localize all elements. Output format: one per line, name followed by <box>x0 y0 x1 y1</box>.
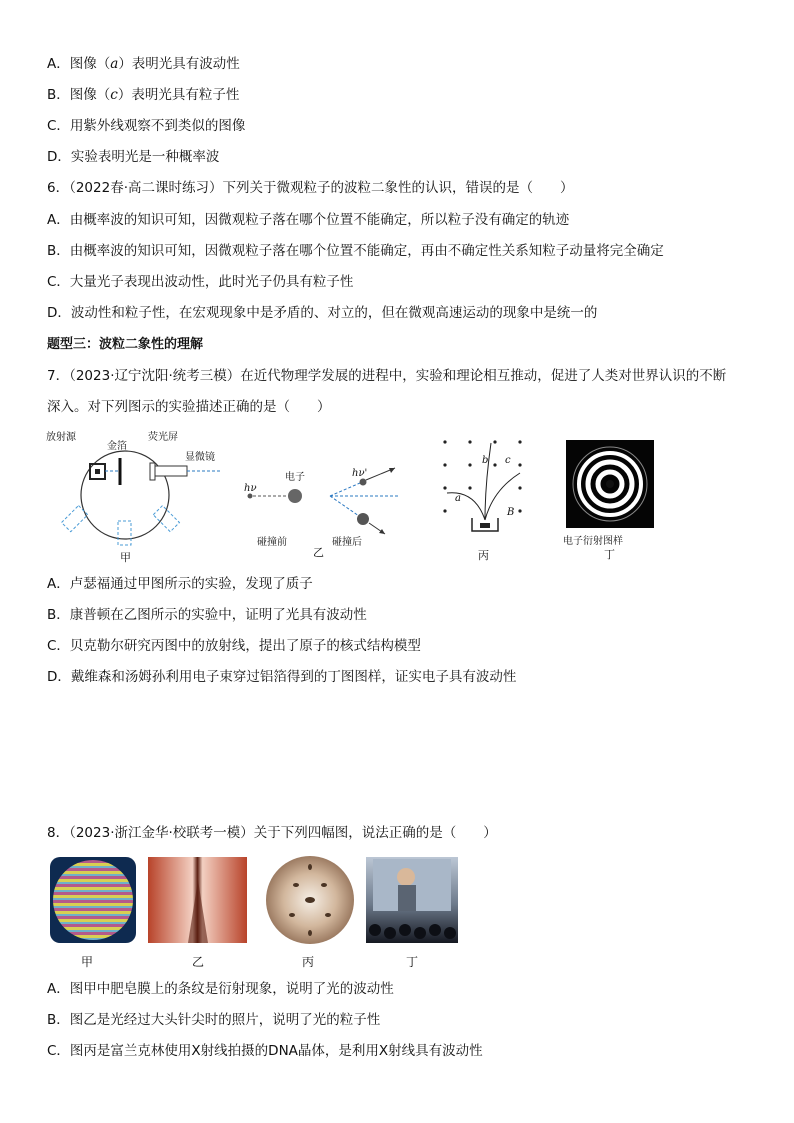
electron-after <box>357 513 369 525</box>
q6-option-b: B．由概率波的知识可知，因微观粒子落在哪个位置不能确定，再由不确定性关系知粒子动量将完全确定 <box>47 243 664 259</box>
q6-option-c: C．大量光子表现出波动性，此时光子仍具有粒子性 <box>47 274 354 290</box>
q8-figures <box>48 855 468 947</box>
section-title: 题型三：波粒二象性的理解 <box>47 337 204 352</box>
caption-q8-ding: 丁 <box>406 955 419 969</box>
label-after: 碰撞后 <box>332 537 362 548</box>
figure-jia <box>40 425 230 565</box>
q6-option-a: A．由概率波的知识可知，因微观粒子落在哪个位置不能确定，所以粒子没有确定的轨迹 <box>47 212 570 228</box>
label-a: a <box>455 493 461 504</box>
q7-stem-line2: 深入。对下列图示的实验描述正确的是（ ） <box>47 399 331 415</box>
q8-option-c: C．图丙是富兰克林使用X射线拍摄的DNA晶体，是利用X射线具有波动性 <box>47 1043 483 1059</box>
caption-jia: 甲 <box>120 551 131 564</box>
label-photon: hν <box>244 483 257 494</box>
caption-bing: 丙 <box>478 549 489 562</box>
electron-before <box>288 489 302 503</box>
label-gold-foil: 金箔 <box>107 441 127 452</box>
fluorescent-screen <box>150 463 155 480</box>
q7-option-d: D．戴维森和汤姆孙利用电子束穿过铝箔得到的丁图图样，证实电子具有波动性 <box>47 669 517 685</box>
label-before: 碰撞前 <box>257 537 287 548</box>
q5-option-a: A．图像（a）表明光具有波动性 <box>47 56 240 72</box>
label-microscope: 显微镜 <box>185 452 215 463</box>
q8-stem: 8．（2023·浙江金华·校联考一模）关于下列四幅图，说法正确的是（ ） <box>47 825 497 841</box>
figure-yi <box>235 460 415 560</box>
label-electron: 电子 <box>285 472 305 483</box>
label-b: b <box>482 455 489 466</box>
q7-option-a: A．卢瑟福通过甲图所示的实验，发现了质子 <box>47 576 313 592</box>
label-source: 放射源 <box>46 432 76 443</box>
caption-q8-yi: 乙 <box>192 955 205 969</box>
q7-option-b: B．康普顿在乙图所示的实验中，证明了光具有波动性 <box>47 607 367 623</box>
caption-ding: 丁 <box>604 548 615 561</box>
q5-option-d: D．实验表明光是一种概率波 <box>47 149 220 165</box>
figure-ding <box>560 440 670 565</box>
caption-q8-bing: 丙 <box>302 955 315 969</box>
label-photon-after: hν' <box>352 468 368 479</box>
label-B: B <box>507 507 515 518</box>
label-screen: 荧光屏 <box>148 432 178 443</box>
q6-stem: 6．（2022春·高二课时练习）下列关于微观粒子的波粒二象性的认识，错误的是（ ） <box>47 180 574 196</box>
label-c: c <box>505 455 511 466</box>
q7-stem-line1: 7．（2023·辽宁沈阳·统考三模）在近代物理学发展的进程中，实验和理论相互推动，促进了人类对世界认识的不断 <box>47 368 727 384</box>
q8-option-b: B．图乙是光经过大头针尖时的照片，说明了光的粒子性 <box>47 1012 381 1028</box>
figure-bing <box>435 435 535 565</box>
caption-q8-jia: 甲 <box>81 955 94 969</box>
q6-option-d: D．波动性和粒子性，在宏观现象中是矛盾的、对立的，但在微观高速运动的现象中是统一的 <box>47 305 598 321</box>
q8-option-a: A．图甲中肥皂膜上的条纹是衍射现象，说明了光的波动性 <box>47 981 394 997</box>
q7-option-c: C．贝克勒尔研究丙图中的放射线，提出了原子的核式结构模型 <box>47 638 421 654</box>
caption-yi: 乙 <box>313 546 324 559</box>
q5-option-c: C．用紫外线观察不到类似的图像 <box>47 118 246 134</box>
q5-option-b: B．图像（c）表明光具有粒子性 <box>47 87 240 103</box>
microscope <box>155 466 187 476</box>
label-electron-diffraction: 电子衍射图样 <box>563 536 623 547</box>
